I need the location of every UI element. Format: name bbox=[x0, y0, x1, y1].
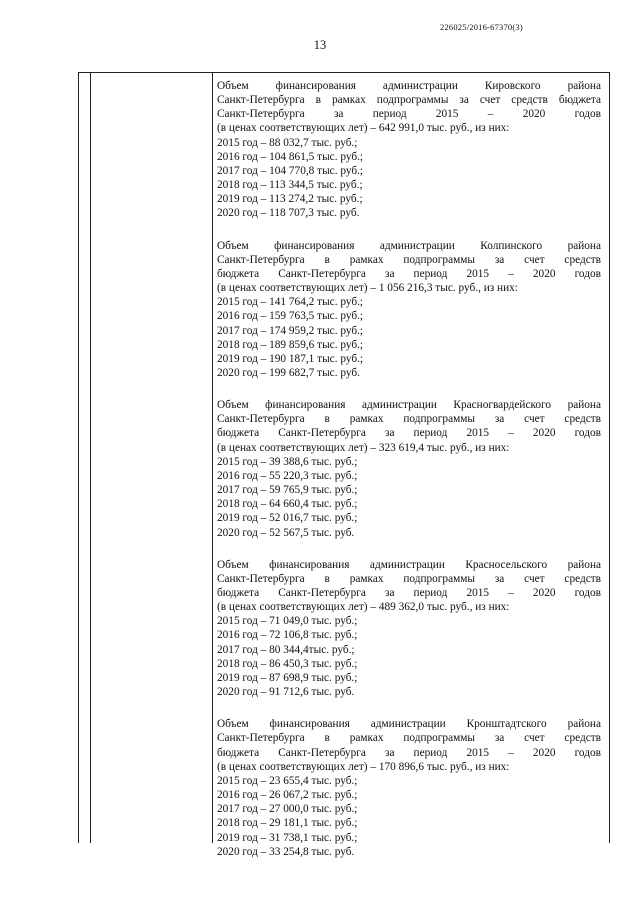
year-amount-line: 2018 год – 64 660,4 тыс. руб.; bbox=[217, 498, 358, 511]
year-amount-line: 2016 год – 159 763,5 тыс. руб.; bbox=[217, 310, 364, 323]
year-amount-line: 2019 год – 31 738,1 тыс. руб.; bbox=[217, 831, 358, 844]
year-amount-line: 2015 год – 39 388,6 тыс. руб.; bbox=[217, 455, 358, 468]
table-frame bbox=[78, 72, 610, 858]
year-amount-line: 2018 год – 113 344,5 тыс. руб.; bbox=[217, 179, 363, 192]
year-amount-line: 2017 год – 104 770,8 тыс. руб.; bbox=[217, 164, 364, 177]
funding-text-line: (в ценах соответствующих лет) – 1 056 216,3 тыс. руб., из них: bbox=[217, 282, 518, 295]
year-amount-line: 2019 год – 52 016,7 тыс. руб.; bbox=[217, 512, 358, 525]
funding-text-line: Санкт-Петербурга в рамках подпрограммы за счет средств bbox=[217, 572, 601, 585]
funding-text-line: Санкт-Петербурга в рамках подпрограммы за счет средств bbox=[217, 732, 601, 745]
funding-text-line: Объем финансирования администрации Кронштадтского района bbox=[217, 718, 601, 731]
year-amount-line: 2015 год – 88 032,7 тыс. руб.; bbox=[217, 136, 358, 149]
year-amount-line: 2019 год – 87 698,9 тыс. руб.; bbox=[217, 671, 358, 684]
funding-block bbox=[217, 558, 601, 700]
funding-text-line: (в ценах соответствующих лет) – 170 896,6 тыс. руб., из них: bbox=[217, 760, 510, 773]
year-amount-line: 2019 год – 190 187,1 тыс. руб.; bbox=[217, 352, 364, 365]
year-amount-line: 2018 год – 86 450,3 тыс. руб.; bbox=[217, 657, 358, 670]
year-amount-line: 2015 год – 141 764,2 тыс. руб.; bbox=[217, 296, 364, 309]
year-amount-line: 2015 год – 71 049,0 тыс. руб.; bbox=[217, 615, 358, 628]
year-amount-line: 2020 год – 91 712,6 тыс. руб. bbox=[217, 686, 355, 699]
year-amount-line: 2017 год – 80 344,4тыс. руб.; bbox=[217, 643, 355, 656]
funding-block bbox=[217, 717, 601, 859]
year-amount-line: 2018 год – 29 181,1 тыс. руб.; bbox=[217, 817, 358, 830]
year-amount-line: 2015 год – 23 655,4 тыс. руб.; bbox=[217, 774, 358, 787]
year-amount-line: 2020 год – 199 682,7 тыс. руб. bbox=[217, 366, 360, 379]
funding-block bbox=[217, 398, 601, 540]
year-amount-line: 2019 год – 113 274,2 тыс. руб.; bbox=[217, 193, 363, 206]
funding-block bbox=[217, 79, 601, 221]
year-amount-line: 2020 год – 118 707,3 тыс. руб. bbox=[217, 207, 360, 220]
year-amount-line: 2018 год – 189 859,6 тыс. руб.; bbox=[217, 338, 364, 351]
funding-text-line: Санкт-Петербурга в рамках подпрограммы за счет средств бюджета bbox=[217, 94, 601, 107]
funding-block bbox=[217, 239, 601, 381]
funding-text-line: Санкт-Петербурга в рамках подпрограммы за счет средств bbox=[217, 253, 601, 266]
column-divider bbox=[90, 73, 91, 843]
funding-text-line: (в ценах соответствующих лет) – 642 991,0 тыс. руб., из них: bbox=[217, 122, 510, 135]
funding-text-line: (в ценах соответствующих лет) – 323 619,4 тыс. руб., из них: bbox=[217, 441, 510, 454]
funding-text-line: Объем финансирования администрации Красносельского района bbox=[217, 558, 601, 571]
funding-text-line: (в ценах соответствующих лет) – 489 362,0 тыс. руб., из них: bbox=[217, 601, 510, 614]
funding-text-line: Объем финансирования администрации Кировского района bbox=[217, 80, 601, 92]
funding-text-line: Объем финансирования администрации Колпинского района bbox=[217, 239, 601, 252]
funding-text-line: бюджета Санкт-Петербурга за период 2015 – 2020 годов bbox=[217, 587, 601, 599]
funding-text-line: Санкт-Петербурга за период 2015 – 2020 годов bbox=[217, 108, 601, 121]
year-amount-line: 2017 год – 174 959,2 тыс. руб.; bbox=[217, 324, 364, 337]
year-amount-line: 2020 год – 52 567,5 тыс. руб. bbox=[217, 526, 355, 539]
funding-text-line: бюджета Санкт-Петербурга за период 2015 – 2020 годов bbox=[217, 427, 601, 440]
funding-cell bbox=[217, 79, 601, 877]
year-amount-line: 2016 год – 104 861,5 тыс. руб.; bbox=[217, 150, 364, 163]
year-amount-line: 2020 год – 33 254,8 тыс. руб. bbox=[217, 845, 355, 858]
year-amount-line: 2016 год – 55 220,3 тыс. руб.; bbox=[217, 469, 358, 482]
column-divider bbox=[212, 73, 213, 843]
funding-text-line: бюджета Санкт-Петербурга за период 2015 – 2020 годов bbox=[217, 746, 601, 759]
year-amount-line: 2017 год – 27 000,0 тыс. руб.; bbox=[217, 803, 358, 816]
document-code: 226025/2016-67370(3) bbox=[440, 22, 523, 32]
funding-text-line: Объем финансирования администрации Красногвардейского района bbox=[217, 399, 601, 412]
funding-text-line: бюджета Санкт-Петербурга за период 2015 – 2020 годов bbox=[217, 267, 601, 280]
year-amount-line: 2016 год – 72 106,8 тыс. руб.; bbox=[217, 629, 358, 642]
funding-text-line: Санкт-Петербурга в рамках подпрограммы за счет средств bbox=[217, 413, 601, 426]
year-amount-line: 2016 год – 26 067,2 тыс. руб.; bbox=[217, 789, 358, 802]
year-amount-line: 2017 год – 59 765,9 тыс. руб.; bbox=[217, 484, 358, 497]
page-number: 13 bbox=[313, 38, 327, 52]
